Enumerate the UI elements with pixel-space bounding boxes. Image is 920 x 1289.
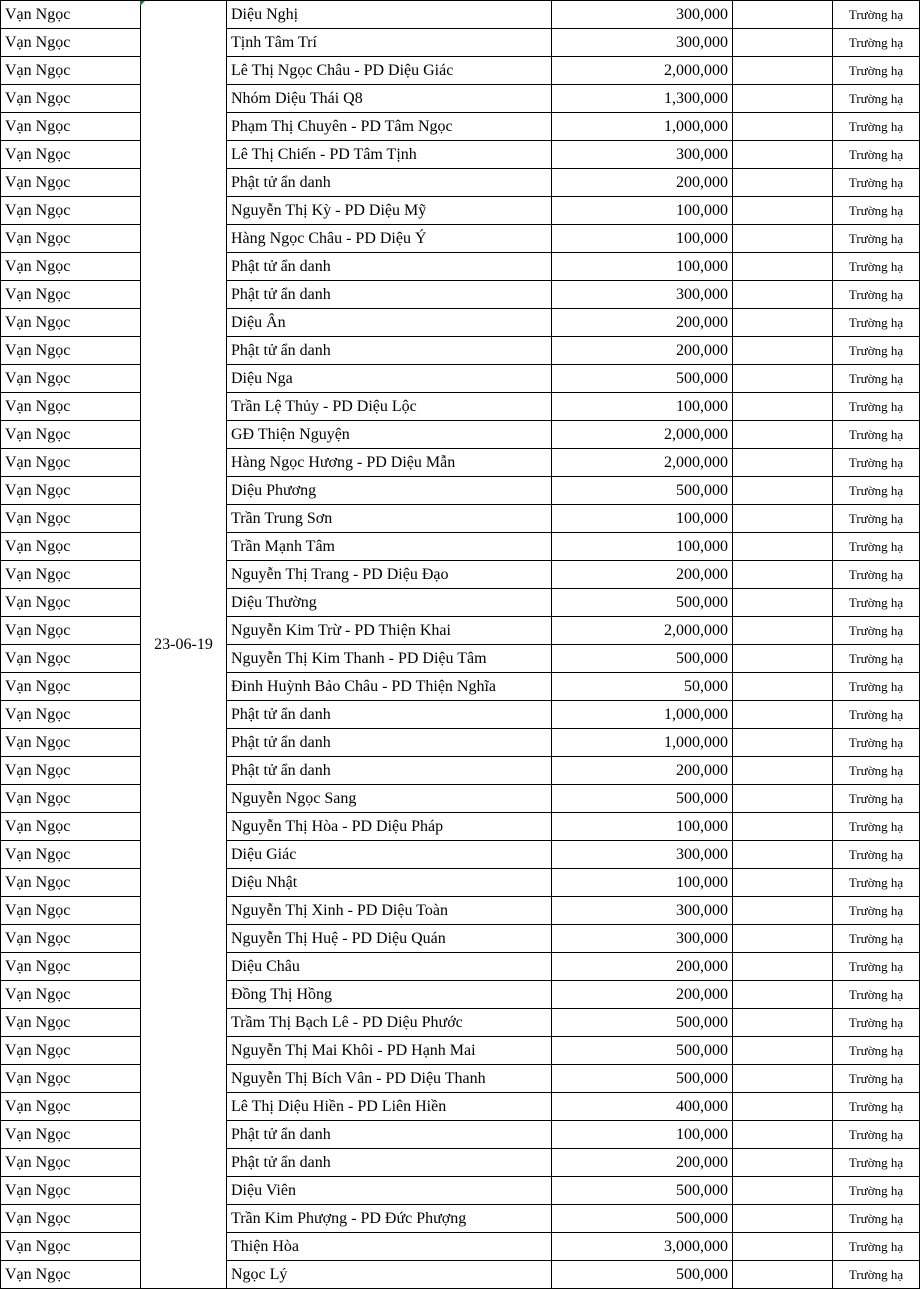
branch-cell[interactable]: Vạn Ngọc xyxy=(1,337,141,365)
note-cell[interactable]: Trường hạ xyxy=(833,673,920,701)
table-row xyxy=(1,869,920,897)
extra-cell[interactable] xyxy=(733,561,833,589)
branch-cell[interactable]: Vạn Ngọc xyxy=(1,225,141,253)
note-cell[interactable]: Trường hạ xyxy=(833,1037,920,1065)
donor-cell[interactable]: Phật tử ẩn danh xyxy=(227,253,552,281)
table-row xyxy=(1,589,920,617)
table-row xyxy=(1,309,920,337)
extra-cell[interactable] xyxy=(733,617,833,645)
branch-cell[interactable]: Vạn Ngọc xyxy=(1,505,141,533)
note-cell[interactable]: Trường hạ xyxy=(833,729,920,757)
amount-cell[interactable]: 100,000 xyxy=(552,393,733,421)
date-cell[interactable]: 23-06-19 xyxy=(141,1,227,1289)
branch-cell[interactable]: Vạn Ngọc xyxy=(1,57,141,85)
donor-cell[interactable]: Diệu Viên xyxy=(227,1177,552,1205)
donor-cell[interactable]: Diệu Nghị xyxy=(227,1,552,29)
table-row xyxy=(1,505,920,533)
table-row xyxy=(1,1009,920,1037)
amount-cell[interactable]: 100,000 xyxy=(552,505,733,533)
note-cell[interactable]: Trường hạ xyxy=(833,561,920,589)
table-row xyxy=(1,393,920,421)
donor-cell[interactable]: Hàng Ngọc Hương - PD Diệu Mẫn xyxy=(227,449,552,477)
extra-cell[interactable] xyxy=(733,869,833,897)
amount-cell[interactable]: 2,000,000 xyxy=(552,449,733,477)
branch-cell[interactable]: Vạn Ngọc xyxy=(1,477,141,505)
donor-cell[interactable]: Nguyễn Thị Huệ - PD Diệu Quán xyxy=(227,925,552,953)
branch-cell[interactable]: Vạn Ngọc xyxy=(1,113,141,141)
branch-cell[interactable]: Vạn Ngọc xyxy=(1,1037,141,1065)
donor-cell[interactable]: Thiện Hòa xyxy=(227,1233,552,1261)
branch-cell[interactable]: Vạn Ngọc xyxy=(1,281,141,309)
donor-cell[interactable]: Đồng Thị Hồng xyxy=(227,981,552,1009)
note-cell[interactable]: Trường hạ xyxy=(833,225,920,253)
note-cell[interactable]: Trường hạ xyxy=(833,85,920,113)
donor-cell[interactable]: Nhóm Diệu Thái Q8 xyxy=(227,85,552,113)
extra-cell[interactable] xyxy=(733,981,833,1009)
table-row xyxy=(1,169,920,197)
note-cell[interactable]: Trường hạ xyxy=(833,57,920,85)
donor-cell[interactable]: Nguyễn Thị Bích Vân - PD Diệu Thanh xyxy=(227,1065,552,1093)
extra-cell[interactable] xyxy=(733,1093,833,1121)
branch-cell[interactable]: Vạn Ngọc xyxy=(1,897,141,925)
donor-cell[interactable]: Diệu Ân xyxy=(227,309,552,337)
extra-cell[interactable] xyxy=(733,701,833,729)
amount-cell[interactable]: 2,000,000 xyxy=(552,617,733,645)
branch-cell[interactable]: Vạn Ngọc xyxy=(1,253,141,281)
amount-cell[interactable]: 500,000 xyxy=(552,365,733,393)
amount-cell[interactable]: 100,000 xyxy=(552,813,733,841)
donor-cell[interactable]: Tịnh Tâm Trí xyxy=(227,29,552,57)
donor-cell[interactable]: Trần Kim Phượng - PD Đức Phượng xyxy=(227,1205,552,1233)
branch-cell[interactable]: Vạn Ngọc xyxy=(1,673,141,701)
extra-cell[interactable] xyxy=(733,253,833,281)
donor-cell[interactable]: Phật tử ẩn danh xyxy=(227,1121,552,1149)
note-cell[interactable]: Trường hạ xyxy=(833,1121,920,1149)
table-row xyxy=(1,85,920,113)
amount-cell[interactable]: 3,000,000 xyxy=(552,1233,733,1261)
donor-cell[interactable]: Diệu Giác xyxy=(227,841,552,869)
amount-cell[interactable]: 400,000 xyxy=(552,1093,733,1121)
table-row xyxy=(1,1,920,29)
amount-cell[interactable]: 200,000 xyxy=(552,309,733,337)
table-row xyxy=(1,533,920,561)
note-cell[interactable]: Trường hạ xyxy=(833,29,920,57)
amount-cell[interactable]: 500,000 xyxy=(552,645,733,673)
donor-cell[interactable]: Phật tử ẩn danh xyxy=(227,1149,552,1177)
note-cell[interactable]: Trường hạ xyxy=(833,533,920,561)
note-cell[interactable]: Trường hạ xyxy=(833,197,920,225)
table-row xyxy=(1,113,920,141)
extra-cell[interactable] xyxy=(733,365,833,393)
branch-cell[interactable]: Vạn Ngọc xyxy=(1,1065,141,1093)
donor-cell[interactable]: Trần Mạnh Tâm xyxy=(227,533,552,561)
table-row xyxy=(1,1037,920,1065)
note-cell[interactable]: Trường hạ xyxy=(833,617,920,645)
extra-cell[interactable] xyxy=(733,309,833,337)
note-cell[interactable]: Trường hạ xyxy=(833,701,920,729)
extra-cell[interactable] xyxy=(733,1177,833,1205)
amount-cell[interactable]: 100,000 xyxy=(552,1121,733,1149)
donor-cell[interactable]: Nguyễn Thị Mai Khôi - PD Hạnh Mai xyxy=(227,1037,552,1065)
amount-cell[interactable]: 100,000 xyxy=(552,533,733,561)
amount-cell[interactable]: 100,000 xyxy=(552,869,733,897)
extra-cell[interactable] xyxy=(733,729,833,757)
amount-cell[interactable]: 200,000 xyxy=(552,1149,733,1177)
extra-cell[interactable] xyxy=(733,645,833,673)
donor-cell[interactable]: Nguyễn Ngọc Sang xyxy=(227,785,552,813)
branch-cell[interactable]: Vạn Ngọc xyxy=(1,85,141,113)
table-row xyxy=(1,141,920,169)
donor-cell[interactable]: Lê Thị Chiến - PD Tâm Tịnh xyxy=(227,141,552,169)
extra-cell[interactable] xyxy=(733,1121,833,1149)
branch-cell[interactable]: Vạn Ngọc xyxy=(1,757,141,785)
branch-cell[interactable]: Vạn Ngọc xyxy=(1,953,141,981)
donor-cell[interactable]: Trầm Thị Bạch Lê - PD Diệu Phước xyxy=(227,1009,552,1037)
extra-cell[interactable] xyxy=(733,29,833,57)
extra-cell[interactable] xyxy=(733,281,833,309)
table-row xyxy=(1,197,920,225)
branch-cell[interactable]: Vạn Ngọc xyxy=(1,1205,141,1233)
branch-cell[interactable]: Vạn Ngọc xyxy=(1,1261,141,1289)
table-row xyxy=(1,253,920,281)
note-cell[interactable]: Trường hạ xyxy=(833,869,920,897)
amount-cell[interactable]: 100,000 xyxy=(552,197,733,225)
table-row xyxy=(1,981,920,1009)
note-cell[interactable]: Trường hạ xyxy=(833,589,920,617)
table-row xyxy=(1,225,920,253)
branch-cell[interactable]: Vạn Ngọc xyxy=(1,421,141,449)
table-row xyxy=(1,897,920,925)
note-cell[interactable]: Trường hạ xyxy=(833,169,920,197)
branch-cell[interactable]: Vạn Ngọc xyxy=(1,701,141,729)
donor-cell[interactable]: GĐ Thiện Nguyện xyxy=(227,421,552,449)
table-row xyxy=(1,673,920,701)
amount-cell[interactable]: 50,000 xyxy=(552,673,733,701)
extra-cell[interactable] xyxy=(733,1261,833,1289)
note-cell[interactable]: Trường hạ xyxy=(833,1177,920,1205)
extra-cell[interactable] xyxy=(733,1037,833,1065)
donor-cell[interactable]: Nguyễn Thị Trang - PD Diệu Đạo xyxy=(227,561,552,589)
extra-cell[interactable] xyxy=(733,925,833,953)
amount-cell[interactable]: 500,000 xyxy=(552,1205,733,1233)
amount-cell[interactable]: 300,000 xyxy=(552,281,733,309)
branch-cell[interactable]: Vạn Ngọc xyxy=(1,197,141,225)
branch-cell[interactable]: Vạn Ngọc xyxy=(1,645,141,673)
note-cell[interactable]: Trường hạ xyxy=(833,841,920,869)
amount-cell[interactable]: 100,000 xyxy=(552,225,733,253)
amount-cell[interactable]: 300,000 xyxy=(552,29,733,57)
extra-cell[interactable] xyxy=(733,169,833,197)
amount-cell[interactable]: 500,000 xyxy=(552,1009,733,1037)
note-cell[interactable]: Trường hạ xyxy=(833,645,920,673)
amount-cell[interactable]: 1,000,000 xyxy=(552,729,733,757)
extra-cell[interactable] xyxy=(733,57,833,85)
note-cell[interactable]: Trường hạ xyxy=(833,1,920,29)
note-cell[interactable]: Trường hạ xyxy=(833,309,920,337)
table-row xyxy=(1,617,920,645)
donor-cell[interactable]: Đinh Huỳnh Bảo Châu - PD Thiện Nghĩa xyxy=(227,673,552,701)
note-cell[interactable]: Trường hạ xyxy=(833,421,920,449)
note-cell[interactable]: Trường hạ xyxy=(833,337,920,365)
table-row xyxy=(1,365,920,393)
donor-cell[interactable]: Phạm Thị Chuyên - PD Tâm Ngọc xyxy=(227,113,552,141)
amount-cell[interactable]: 2,000,000 xyxy=(552,421,733,449)
table-row xyxy=(1,421,920,449)
note-cell[interactable]: Trường hạ xyxy=(833,1233,920,1261)
donor-cell[interactable]: Diệu Châu xyxy=(227,953,552,981)
table-row xyxy=(1,925,920,953)
amount-cell[interactable]: 500,000 xyxy=(552,589,733,617)
table-row xyxy=(1,337,920,365)
extra-cell[interactable] xyxy=(733,1149,833,1177)
donor-cell[interactable]: Nguyễn Thị Hòa - PD Diệu Pháp xyxy=(227,813,552,841)
donor-cell[interactable]: Lê Thị Diệu Hiền - PD Liên Hiền xyxy=(227,1093,552,1121)
branch-cell[interactable]: Vạn Ngọc xyxy=(1,617,141,645)
donor-cell[interactable]: Trần Trung Sơn xyxy=(227,505,552,533)
amount-cell[interactable]: 100,000 xyxy=(552,253,733,281)
donor-cell[interactable]: Nguyễn Thị Kỳ - PD Diệu Mỹ xyxy=(227,197,552,225)
table-row xyxy=(1,757,920,785)
donor-cell[interactable]: Phật tử ẩn danh xyxy=(227,337,552,365)
extra-cell[interactable] xyxy=(733,813,833,841)
extra-cell[interactable] xyxy=(733,85,833,113)
table-row xyxy=(1,645,920,673)
branch-cell[interactable]: Vạn Ngọc xyxy=(1,365,141,393)
extra-cell[interactable] xyxy=(733,337,833,365)
donor-cell[interactable]: Diệu Nga xyxy=(227,365,552,393)
table-row xyxy=(1,953,920,981)
extra-cell[interactable] xyxy=(733,1009,833,1037)
branch-cell[interactable]: Vạn Ngọc xyxy=(1,561,141,589)
extra-cell[interactable] xyxy=(733,673,833,701)
branch-cell[interactable]: Vạn Ngọc xyxy=(1,29,141,57)
note-cell[interactable]: Trường hạ xyxy=(833,1009,920,1037)
extra-cell[interactable] xyxy=(733,1,833,29)
donor-cell[interactable]: Nguyễn Kim Trừ - PD Thiện Khai xyxy=(227,617,552,645)
table-row xyxy=(1,449,920,477)
extra-cell[interactable] xyxy=(733,197,833,225)
amount-cell[interactable]: 300,000 xyxy=(552,897,733,925)
note-cell[interactable]: Trường hạ xyxy=(833,141,920,169)
table-row xyxy=(1,1121,920,1149)
amount-cell[interactable]: 1,000,000 xyxy=(552,113,733,141)
donor-cell[interactable]: Phật tử ẩn danh xyxy=(227,757,552,785)
extra-cell[interactable] xyxy=(733,841,833,869)
amount-cell[interactable]: 200,000 xyxy=(552,561,733,589)
branch-cell[interactable]: Vạn Ngọc xyxy=(1,449,141,477)
table-row xyxy=(1,813,920,841)
amount-cell[interactable]: 500,000 xyxy=(552,1261,733,1289)
table-row xyxy=(1,29,920,57)
table-row xyxy=(1,1233,920,1261)
donor-cell[interactable]: Diệu Nhật xyxy=(227,869,552,897)
branch-cell[interactable]: Vạn Ngọc xyxy=(1,589,141,617)
table-row xyxy=(1,785,920,813)
branch-cell[interactable]: Vạn Ngọc xyxy=(1,1093,141,1121)
table-row xyxy=(1,561,920,589)
extra-cell[interactable] xyxy=(733,449,833,477)
note-cell[interactable]: Trường hạ xyxy=(833,953,920,981)
extra-cell[interactable] xyxy=(733,477,833,505)
note-cell[interactable]: Trường hạ xyxy=(833,505,920,533)
amount-cell[interactable]: 500,000 xyxy=(552,1177,733,1205)
note-cell[interactable]: Trường hạ xyxy=(833,1093,920,1121)
donor-cell[interactable]: Diệu Thường xyxy=(227,589,552,617)
table-row xyxy=(1,841,920,869)
donor-cell[interactable]: Ngọc Lý xyxy=(227,1261,552,1289)
amount-cell[interactable]: 300,000 xyxy=(552,841,733,869)
amount-cell[interactable]: 500,000 xyxy=(552,477,733,505)
extra-cell[interactable] xyxy=(733,589,833,617)
amount-cell[interactable]: 200,000 xyxy=(552,953,733,981)
branch-cell[interactable]: Vạn Ngọc xyxy=(1,1149,141,1177)
amount-cell[interactable]: 500,000 xyxy=(552,1065,733,1093)
donor-cell[interactable]: Trần Lệ Thủy - PD Diệu Lộc xyxy=(227,393,552,421)
extra-cell[interactable] xyxy=(733,225,833,253)
amount-cell[interactable]: 200,000 xyxy=(552,337,733,365)
extra-cell[interactable] xyxy=(733,1205,833,1233)
donor-cell[interactable]: Phật tử ẩn danh xyxy=(227,729,552,757)
branch-cell[interactable]: Vạn Ngọc xyxy=(1,1177,141,1205)
extra-cell[interactable] xyxy=(733,141,833,169)
branch-cell[interactable]: Vạn Ngọc xyxy=(1,1233,141,1261)
donor-cell[interactable]: Nguyễn Thị Kim Thanh - PD Diệu Tâm xyxy=(227,645,552,673)
extra-cell[interactable] xyxy=(733,533,833,561)
amount-cell[interactable]: 300,000 xyxy=(552,141,733,169)
extra-cell[interactable] xyxy=(733,953,833,981)
extra-cell[interactable] xyxy=(733,113,833,141)
branch-cell[interactable]: Vạn Ngọc xyxy=(1,309,141,337)
extra-cell[interactable] xyxy=(733,897,833,925)
note-cell[interactable]: Trường hạ xyxy=(833,1261,920,1289)
note-cell[interactable]: Trường hạ xyxy=(833,253,920,281)
branch-cell[interactable]: Vạn Ngọc xyxy=(1,813,141,841)
note-cell[interactable]: Trường hạ xyxy=(833,281,920,309)
amount-cell[interactable]: 2,000,000 xyxy=(552,57,733,85)
table-row xyxy=(1,729,920,757)
donor-cell[interactable]: Phật tử ẩn danh xyxy=(227,281,552,309)
note-cell[interactable]: Trường hạ xyxy=(833,785,920,813)
note-cell[interactable]: Trường hạ xyxy=(833,477,920,505)
note-cell[interactable]: Trường hạ xyxy=(833,113,920,141)
note-cell[interactable]: Trường hạ xyxy=(833,449,920,477)
table-row xyxy=(1,1065,920,1093)
extra-cell[interactable] xyxy=(733,785,833,813)
donor-cell[interactable]: Phật tử ẩn danh xyxy=(227,169,552,197)
note-cell[interactable]: Trường hạ xyxy=(833,757,920,785)
table-row xyxy=(1,1149,920,1177)
note-cell[interactable]: Trường hạ xyxy=(833,1205,920,1233)
table-row xyxy=(1,701,920,729)
extra-cell[interactable] xyxy=(733,1065,833,1093)
table-row xyxy=(1,57,920,85)
note-cell[interactable]: Trường hạ xyxy=(833,393,920,421)
amount-cell[interactable]: 200,000 xyxy=(552,169,733,197)
donor-cell[interactable]: Phật tử ẩn danh xyxy=(227,701,552,729)
note-cell[interactable]: Trường hạ xyxy=(833,365,920,393)
donor-cell[interactable]: Nguyễn Thị Xinh - PD Diệu Toàn xyxy=(227,897,552,925)
table-row xyxy=(1,281,920,309)
amount-cell[interactable]: 500,000 xyxy=(552,785,733,813)
amount-cell[interactable]: 500,000 xyxy=(552,1037,733,1065)
branch-cell[interactable]: Vạn Ngọc xyxy=(1,1,141,29)
amount-cell[interactable]: 300,000 xyxy=(552,925,733,953)
cell-comment-marker xyxy=(140,1,145,6)
note-cell[interactable]: Trường hạ xyxy=(833,813,920,841)
branch-cell[interactable]: Vạn Ngọc xyxy=(1,141,141,169)
table-row xyxy=(1,1093,920,1121)
branch-cell[interactable]: Vạn Ngọc xyxy=(1,981,141,1009)
branch-cell[interactable]: Vạn Ngọc xyxy=(1,925,141,953)
extra-cell[interactable] xyxy=(733,505,833,533)
branch-cell[interactable]: Vạn Ngọc xyxy=(1,533,141,561)
table-row xyxy=(1,1261,920,1289)
extra-cell[interactable] xyxy=(733,421,833,449)
amount-cell[interactable]: 300,000 xyxy=(552,1,733,29)
extra-cell[interactable] xyxy=(733,1233,833,1261)
amount-cell[interactable]: 200,000 xyxy=(552,981,733,1009)
branch-cell[interactable]: Vạn Ngọc xyxy=(1,841,141,869)
note-cell[interactable]: Trường hạ xyxy=(833,981,920,1009)
table-row xyxy=(1,1177,920,1205)
amount-cell[interactable]: 1,000,000 xyxy=(552,701,733,729)
branch-cell[interactable]: Vạn Ngọc xyxy=(1,169,141,197)
branch-cell[interactable]: Vạn Ngọc xyxy=(1,729,141,757)
table-body xyxy=(1,1,920,1289)
branch-cell[interactable]: Vạn Ngọc xyxy=(1,869,141,897)
donor-cell[interactable]: Hàng Ngọc Châu - PD Diệu Ý xyxy=(227,225,552,253)
donor-cell[interactable]: Lê Thị Ngọc Châu - PD Diệu Giác xyxy=(227,57,552,85)
note-cell[interactable]: Trường hạ xyxy=(833,1065,920,1093)
extra-cell[interactable] xyxy=(733,757,833,785)
amount-cell[interactable]: 200,000 xyxy=(552,757,733,785)
branch-cell[interactable]: Vạn Ngọc xyxy=(1,1009,141,1037)
branch-cell[interactable]: Vạn Ngọc xyxy=(1,785,141,813)
table-row xyxy=(1,1205,920,1233)
note-cell[interactable]: Trường hạ xyxy=(833,1149,920,1177)
note-cell[interactable]: Trường hạ xyxy=(833,897,920,925)
note-cell[interactable]: Trường hạ xyxy=(833,925,920,953)
donor-cell[interactable]: Diệu Phương xyxy=(227,477,552,505)
branch-cell[interactable]: Vạn Ngọc xyxy=(1,393,141,421)
extra-cell[interactable] xyxy=(733,393,833,421)
table-row xyxy=(1,477,920,505)
amount-cell[interactable]: 1,300,000 xyxy=(552,85,733,113)
branch-cell[interactable]: Vạn Ngọc xyxy=(1,1121,141,1149)
